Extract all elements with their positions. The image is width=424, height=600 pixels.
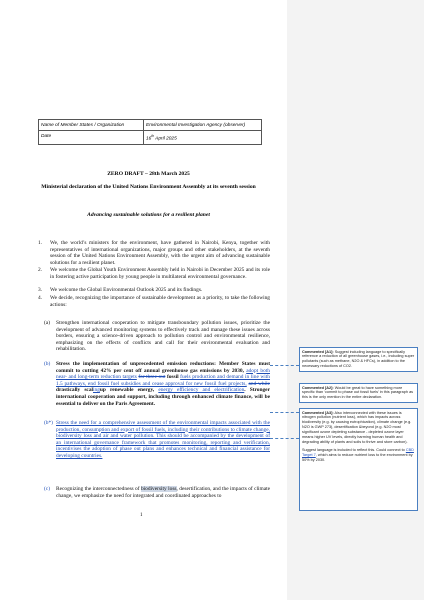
item-letter: (a) (44, 320, 50, 326)
comment-leader-line (270, 365, 299, 366)
comment-text: Suggest including language to specifically reference a reduction of all greenhouse gases, i.e., including super pollutants (such as methane, N2O & HFCs), in addition to the necessary reductions of CO2. (302, 349, 415, 369)
comment-author: Commented [A3]: (302, 410, 334, 415)
comment-text: Would be great to have something more specific than ‘commit to phase out fossil fuels’ in this paragraph as this is the only mention in the entire declaration. (302, 385, 414, 400)
item-letter: (b*) (44, 420, 53, 426)
inserted-text[interactable]: fuels production and demand in line with 1.5 pathways, end fossil fuel subsidies and cease approval for new fossil fuel projects, (56, 374, 270, 387)
item-c: Recognizing the interconnectedness of biodiversity loss, desertification, and the impacts of climate change, we emphasize the need for integrated and coordinated approaches to (56, 486, 270, 499)
deleted-text[interactable]: for three out (138, 374, 166, 381)
deleted-text[interactable]: and while (248, 380, 270, 387)
document-title: Ministerial declaration of the United Nations Environment Assembly at its seventh session (41, 184, 256, 190)
comment-a3[interactable] (299, 408, 418, 511)
item-b: Stress the implementation of unprecedented emission reductions: Member States must commit to cutting 42% per cent off annual greenhouse gas emissions by 2030, adopt both near- and long-term reduction targets for three out fossil fuels production and demand in line with 1.5 pathways, end fossil fuel subsidies and cease approval for new fossil fuel projects, and while drastically scalingup renewable energy, energy efficiency and electrification. Stronger international cooperation and support, including through enhanced climate finance, will be essential to deliver on the Paris Agreement. (56, 361, 270, 407)
comment-leader-line (270, 438, 299, 439)
date-label: Date (39, 131, 144, 145)
member-state-label: Name of Member States / Organization (39, 120, 144, 131)
inserted-text[interactable]: energy efficiency and electrification (158, 387, 245, 394)
comment-a1[interactable] (299, 347, 418, 372)
comment-author: Commented [A1]: (302, 349, 334, 354)
paragraph-number: 3. (38, 287, 43, 293)
paragraph-3: We welcome the Global Environmental Outlook 2025 and its findings. (50, 287, 203, 293)
inserted-text[interactable]: adopt both near- and long-term reduction targets (56, 367, 270, 381)
item-a: Strengthen international cooperation to mitigate transboundary pollution issues, prioritize the development of advanced monitoring systems to effectively track and manage these issues across borders, ensuring a science-driven approach to pollution control and environmental resilience, emphasizing on the effects of conflicts and call for their environmental evaluation and rehabilitation. (56, 320, 270, 353)
draft-heading: ZERO DRAFT – 28th March 2025 (107, 171, 190, 177)
document-subtitle: Advancing sustainable solutions for a resilient planet (87, 212, 210, 218)
comment-anchor-highlight[interactable]: biodiversity loss (140, 486, 177, 492)
item-letter: (b) (44, 361, 51, 367)
item-b-star[interactable]: Stress the need for a comprehensive assessment of the environmental impacts associated with the production, consumption and export of fossil fuels, including their contributions to climate change, biodiversity loss and air and water pollution. This should be accompanied by the development of an international governance framework that promotes monitoring, reporting and verification, incentivises the adoption of phase out plans and enhances technical and financial assistance for developing countries. (56, 420, 270, 459)
page-number: 1 (140, 513, 143, 518)
member-state-table (38, 119, 262, 145)
comment-leader-line (270, 412, 299, 413)
paragraph-4: We decide, recognizing the importance of sustainable development as a priority, to take the following actions: (50, 295, 270, 308)
item-letter: (c) (44, 486, 50, 492)
cbd-target-link[interactable]: CBD Target 7 (302, 447, 414, 457)
comment-a2[interactable] (299, 383, 418, 403)
paragraph-number: 1. (38, 240, 43, 246)
paragraph-number: 4. (38, 295, 43, 301)
paragraph-number: 2. (38, 267, 43, 273)
comment-text: Also interconnected with these issues is nitrogen pollution (nutrient loss), which has impacts across biodiversity (e.g. by causing eutrophication), climate change (e.g. N2O is GWP 273), desertification &beyond (e.g. N2O most significant ozone depleting substance - depleted ozone layer means higher UV levels, directly harming human health and degrading ability of plants and soils to thrive and store carbon). (302, 410, 412, 444)
paragraph-2: We welcome the Global Youth Environment Assembly held in Nairobi in December 2025 and its role in fostering active participation by young people in multilateral environmental governance. (50, 267, 270, 280)
member-state-value[interactable]: Environmental Investigation Agency (observer) (144, 120, 262, 131)
paragraph-1: We, the world’s ministers for the environment, have gathered in Nairobi, Kenya, together with representatives of international organizations, major groups and other stakeholders, at the seventh session of the United Nations Environment Assembly, with the urgent aim of advancing sustainable solutions for a resilient planet. (50, 240, 270, 266)
date-value[interactable]: 16th April 2025 (144, 131, 262, 145)
comment-author: Commented [A2]: (302, 385, 334, 390)
inserted-text[interactable]: ing (93, 387, 100, 394)
comment-reply: Suggest language is included to reflect this. Could connect to CBD Target 7, which aims to reduce nutrient loss to the environment by 50% by 2030. (302, 447, 414, 462)
